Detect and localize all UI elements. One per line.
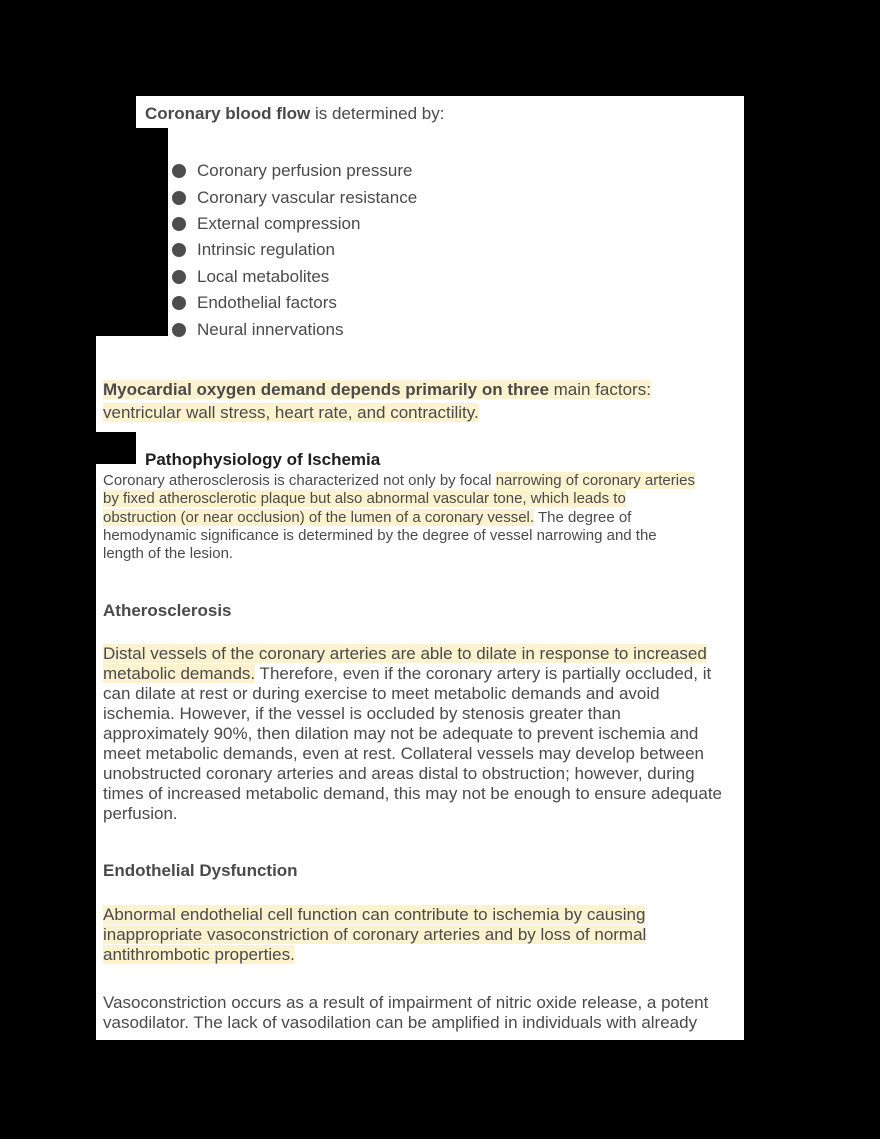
heading-atherosclerosis: Atherosclerosis (103, 601, 232, 620)
vasoconstriction-paragraph: Vasoconstriction occurs as a result of impairment of nitric oxide release, a potent vasodilator. The lack of vasodilation can be amplified in individuals with already (103, 993, 709, 1032)
list-item: External compression (172, 211, 417, 237)
list-item: Local metabolites (172, 264, 417, 290)
bullet-icon (172, 217, 186, 231)
bullet-icon (172, 164, 186, 178)
intro-rest: is determined by: (310, 104, 445, 123)
oxygen-demand-bold: Myocardial oxygen demand depends primarily on three (103, 380, 549, 399)
bullet-icon (172, 296, 186, 310)
mask-heading-left (96, 432, 136, 464)
intro-bold: Coronary blood flow (145, 104, 311, 123)
bullet-icon (172, 191, 186, 205)
bullet-icon (172, 270, 186, 284)
bullet-icon (172, 243, 186, 257)
endothelial-highlight-paragraph: Abnormal endothelial cell function can contribute to ischemia by causing inappropriate vasoconstriction of coronary arteries and by loss of normal antithrombotic properties. (103, 905, 647, 964)
list-item: Neural innervations (172, 316, 417, 342)
mask-list-left (96, 128, 168, 336)
pathophysiology-paragraph: Coronary atherosclerosis is characterized not only by focal narrowing of coronary arteries by fixed atherosclerotic plaque but also abnormal vascular tone, which leads to obstruction (or near occlusion) of the lumen of a coronary vessel. The degree of hemodynamic significance is determined by the degree of vessel narrowing and the length of the lesion. (103, 472, 695, 563)
factor-list (172, 158, 417, 343)
list-item: Coronary vascular resistance (172, 184, 417, 210)
list-item: Endothelial factors (172, 290, 417, 316)
bullet-icon (172, 323, 186, 337)
heading-endothelial-dysfunction: Endothelial Dysfunction (103, 861, 298, 880)
mask-bottom (0, 1040, 880, 1139)
oxygen-demand-paragraph: Myocardial oxygen demand depends primarily on three main factors: ventricular wall stress, heart rate, and contractility. (103, 380, 651, 422)
list-item: Intrinsic regulation (172, 237, 417, 263)
atherosclerosis-paragraph: Distal vessels of the coronary arteries are able to dilate in response to increased metabolic demands. Therefore, even if the coronary artery is partially occluded, it can dilate at rest or during exercise to meet metabolic demands and avoid ischemia. However, if the vessel is occluded by stenosis greater than approximately 90%, then dilation may not be adequate to prevent ischemia and meet metabolic demands, even at rest. Collateral vessels may develop between unobstructed coronary arteries and areas distal to obstruction; however, during times of increased metabolic demand, this may not be enough to ensure adequate perfusion. (103, 644, 722, 823)
mask-top-left (96, 96, 136, 128)
heading-pathophysiology: Pathophysiology of Ischemia (145, 450, 381, 469)
intro-line (145, 104, 444, 124)
list-item: Coronary perfusion pressure (172, 158, 417, 184)
